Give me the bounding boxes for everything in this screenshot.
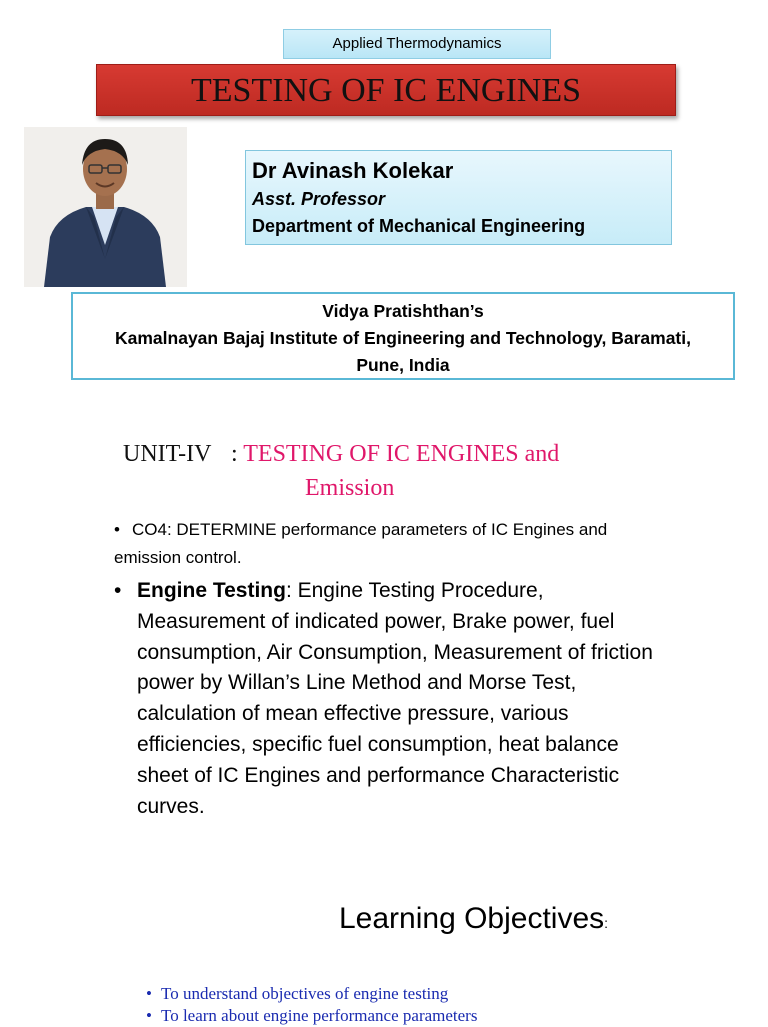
- author-department: Department of Mechanical Engineering: [252, 216, 586, 236]
- unit-label: UNIT-IV: [123, 441, 211, 467]
- author-name: Dr Avinash Kolekar: [252, 158, 454, 183]
- unit-title-line-2: Emission: [305, 475, 395, 501]
- bullet-icon: •: [146, 1006, 152, 1025]
- subject-label: Applied Thermodynamics: [283, 29, 551, 59]
- engine-testing-heading: Engine Testing: [137, 579, 286, 602]
- institute-card: [71, 292, 735, 380]
- course-outcome: [114, 516, 634, 572]
- engine-testing-topics: [114, 576, 654, 822]
- learning-objectives-list: [146, 983, 477, 1027]
- author-photo-figure: [24, 127, 187, 287]
- author-card: [245, 150, 672, 245]
- bullet-icon: •: [114, 579, 122, 602]
- institute-line-3: Pune, India: [356, 355, 450, 375]
- course-outcome-text: CO4: DETERMINE performance parameters of IC Engines and emission control.: [114, 520, 608, 567]
- list-item: [146, 983, 477, 1005]
- author-photo: [24, 127, 187, 287]
- unit-separator: :: [231, 441, 238, 467]
- objective-text: To understand objectives of engine testing: [161, 984, 449, 1003]
- learning-objectives-title: Learning Objectives: [339, 902, 605, 935]
- institute-line-2: Kamalnayan Bajaj Institute of Engineering and Technology, Baramati,: [115, 328, 691, 348]
- unit-title-line-1: TESTING OF IC ENGINES and: [243, 441, 560, 467]
- bullet-icon: •: [146, 984, 152, 1003]
- learning-objectives-heading: [339, 897, 608, 945]
- learning-objectives-colon: :: [604, 915, 609, 931]
- institute-line-1: Vidya Pratishthan’s: [322, 301, 484, 321]
- author-designation: Asst. Professor: [252, 189, 386, 209]
- slide-title: TESTING OF IC ENGINES: [96, 64, 676, 116]
- unit-heading: [123, 436, 723, 472]
- engine-testing-body: : Engine Testing Procedure, Measurement of indicated power, Brake power, fuel consumption, Air Consumption, Measurement of friction power by Willan’s Line Method and Morse Test, calculation of mean effective pressure, various efficiencies, specific fuel consumption, heat balance sheet of IC Engines and performance Characteristic curves.: [137, 579, 653, 818]
- objective-text: To learn about engine performance parameters: [161, 1006, 478, 1025]
- bullet-icon: •: [114, 520, 120, 539]
